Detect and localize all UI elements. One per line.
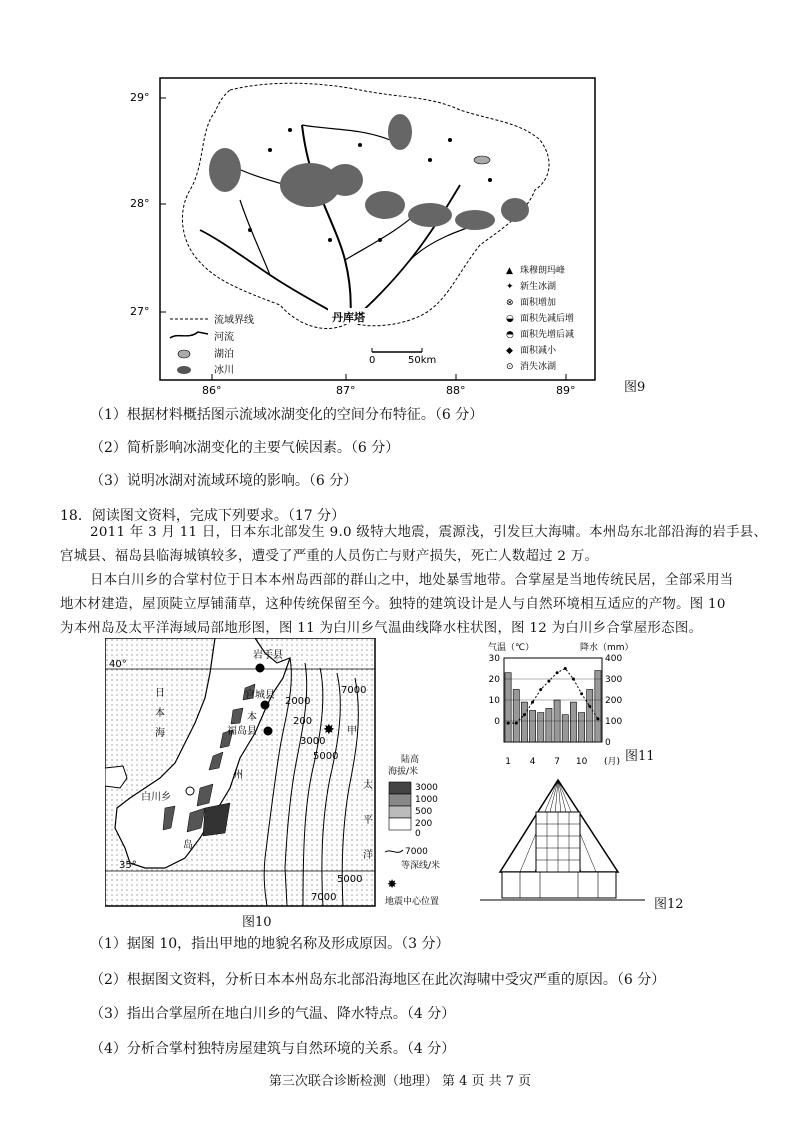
figure-10-label: 图10 bbox=[242, 915, 272, 930]
legend-1000: 1000 bbox=[415, 795, 438, 805]
precip-bar-8 bbox=[562, 715, 568, 742]
q18-2: （2）根据图文资料，分析日本本州岛东北部沿海地区在此次海啸中受灾严重的原因。（6 分） bbox=[90, 972, 666, 988]
depth-2000: 2000 bbox=[285, 696, 311, 707]
scale-dist: 50km bbox=[408, 355, 437, 366]
temp-point-8 bbox=[564, 667, 567, 670]
lon-88: 88° bbox=[446, 384, 466, 397]
depth-5000-top: 5000 bbox=[313, 751, 339, 762]
legend-sym-new: ✦ bbox=[506, 282, 514, 292]
temp-point-3 bbox=[523, 713, 526, 716]
legend-lake: 湖泊 bbox=[214, 349, 234, 360]
legend-sym-dec-inc: ◒ bbox=[506, 314, 514, 324]
temp-point-5 bbox=[539, 688, 542, 691]
legend-boundary: 流域界线 bbox=[214, 315, 254, 326]
legend-sym-decrease: ◆ bbox=[506, 346, 513, 356]
figure-9-map bbox=[130, 70, 670, 400]
figure-12 bbox=[480, 772, 650, 912]
legend-river: 河流 bbox=[214, 332, 234, 343]
ytick-precip-400: 400 bbox=[605, 654, 623, 664]
lat-40: 40° bbox=[109, 659, 127, 670]
temp-point-11 bbox=[588, 705, 591, 708]
ytick-precip-0: 0 bbox=[605, 738, 611, 748]
temp-point-6 bbox=[547, 680, 550, 683]
sea-char-2: 本 bbox=[155, 708, 165, 719]
precip-bar-2 bbox=[513, 690, 519, 743]
depth-7000-bottom: 7000 bbox=[311, 892, 337, 903]
legend-title-2: 海拔/米 bbox=[388, 767, 419, 777]
legend-everest: 珠穆朗玛峰 bbox=[520, 266, 566, 276]
depth-7000-top: 7000 bbox=[341, 685, 367, 696]
depth-200: 200 bbox=[293, 716, 313, 727]
temp-point-1 bbox=[507, 722, 510, 725]
legend-dec-inc: 面积先减后增 bbox=[520, 314, 575, 324]
legend-epicenter: 地震中心位置 bbox=[385, 897, 440, 907]
q17-2: （2）简析影响冰湖变化的主要气候因素。（6 分） bbox=[90, 440, 400, 456]
temp-point-10 bbox=[580, 692, 583, 695]
legend-increase: 面积增加 bbox=[520, 298, 557, 308]
q18-p2a: 日本白川乡的合掌村位于日本本州岛西部的群山之中，地处暴雪地带。合掌屋是当地传统民居，全部采用当 bbox=[90, 573, 734, 588]
place-miyagi: 宫城县 bbox=[245, 690, 275, 701]
figure-12-label: 图12 bbox=[654, 897, 684, 912]
jia-label: 甲 bbox=[347, 726, 357, 737]
island-char-3: 岛 bbox=[183, 840, 193, 851]
figure-9-label: 图9 bbox=[624, 380, 646, 395]
legend-contour-value: 7000 bbox=[405, 847, 428, 857]
precip-bar-12 bbox=[595, 671, 601, 742]
sea-char-1: 日 bbox=[155, 688, 165, 699]
precip-bar-9 bbox=[570, 702, 576, 742]
pacific-char-2: 平 bbox=[363, 815, 373, 826]
xtick-7: 7 bbox=[554, 757, 560, 767]
scale-zero: 0 bbox=[369, 355, 376, 366]
depth-3000: 3000 bbox=[300, 736, 326, 747]
place-shirakawa: 白川乡 bbox=[141, 792, 171, 803]
temp-point-2 bbox=[515, 722, 518, 725]
q18-p1a: 2011 年 3 月 11 日，日本东北部发生 9.0 级特大地震，震源浅，引发巨大海啸。本州岛东北部沿海的岩手县、 bbox=[90, 525, 768, 540]
ylabel-right: 降水（mm） bbox=[580, 643, 634, 653]
q18-header: 18．阅读图文资料，完成下列要求。（17 分） bbox=[60, 508, 346, 524]
ytick-temp-20: 20 bbox=[488, 675, 500, 685]
q17-3: （3）说明冰湖对流域环境的影响。（6 分） bbox=[90, 473, 358, 489]
lon-86: 86° bbox=[202, 384, 222, 397]
lon-89: 89° bbox=[556, 384, 576, 397]
lat-29: 29° bbox=[130, 91, 150, 104]
pacific-char-3: 洋 bbox=[363, 850, 373, 861]
precip-bar-3 bbox=[521, 702, 527, 742]
legend-sym-vanished: ⊙ bbox=[506, 362, 514, 372]
lat-27: 27° bbox=[130, 305, 150, 318]
legend-sym-increase: ⊗ bbox=[506, 298, 514, 308]
house-base bbox=[502, 872, 616, 898]
temp-point-12 bbox=[596, 717, 599, 720]
legend-sym-everest: ▲ bbox=[506, 266, 513, 276]
place-dankuta: 丹库塔 bbox=[332, 311, 365, 324]
legend-inc-dec: 面积先增后减 bbox=[520, 330, 575, 340]
island-char-2: 州 bbox=[233, 770, 243, 781]
ylabel-left: 气温（℃） bbox=[488, 643, 535, 653]
q18-3: （3）指出合掌屋所在地白川乡的气温、降水特点。（4 分） bbox=[90, 1006, 456, 1022]
ytick-temp-30: 30 bbox=[488, 654, 500, 664]
ytick-precip-200: 200 bbox=[605, 696, 623, 706]
place-fukushima: 福岛县 bbox=[227, 726, 257, 737]
xtick-1: 1 bbox=[505, 757, 511, 767]
figure-10 bbox=[105, 638, 455, 910]
figure-11 bbox=[480, 638, 640, 768]
temp-point-9 bbox=[572, 678, 575, 681]
figure-11-label: 图11 bbox=[625, 749, 655, 764]
q18-p2b: 地木材建造，屋顶陡立厚铺蒲草，这种传统保留至今。独特的建筑设计是人与自然环境相互适应的产物。图 10 bbox=[60, 597, 726, 612]
legend-contour-desc: 等深线/米 bbox=[401, 861, 441, 871]
temp-point-7 bbox=[556, 671, 559, 674]
legend-title-1: 陆高 bbox=[401, 755, 420, 765]
figure-9 bbox=[130, 70, 670, 400]
q18-p2c: 为本州岛及太平洋海域局部地形图，图 11 为白川乡气温曲线降水柱状图，图 12 为白川乡合掌屋形态图。 bbox=[60, 621, 703, 636]
sea-char-3: 海 bbox=[155, 728, 165, 739]
xtick-month-unit: (月) bbox=[604, 757, 621, 767]
ytick-precip-100: 100 bbox=[605, 717, 623, 727]
lon-87: 87° bbox=[336, 384, 356, 397]
legend-3000: 3000 bbox=[415, 783, 438, 793]
xtick-10: 10 bbox=[575, 757, 588, 767]
precip-bar-11 bbox=[587, 690, 593, 743]
legend-0: 0 bbox=[415, 829, 421, 839]
epicenter-mark: ✸ bbox=[323, 722, 335, 738]
precip-bar-1 bbox=[505, 673, 511, 742]
place-iwate: 岩手县 bbox=[253, 650, 283, 661]
lat-28: 28° bbox=[130, 197, 150, 210]
precip-bar-4 bbox=[530, 711, 536, 743]
lat-35: 35° bbox=[119, 860, 137, 871]
legend-new-lake: 新生冰湖 bbox=[520, 282, 557, 292]
legend-500: 500 bbox=[415, 807, 433, 817]
island-char-1: 本 bbox=[247, 712, 257, 723]
ytick-precip-300: 300 bbox=[605, 675, 623, 685]
q17-1: （1）根据材料概括图示流域冰湖变化的空间分布特征。（6 分） bbox=[90, 407, 484, 423]
legend-200: 200 bbox=[415, 819, 433, 829]
q18-p1b: 宫城县、福岛县临海城镇较多，遭受了严重的人员伤亡与财产损失，死亡人数超过 2 万。 bbox=[60, 549, 599, 564]
page-footer: 第三次联合诊断检测（地理） 第 4 页 共 7 页 bbox=[268, 1074, 532, 1089]
precip-bar-5 bbox=[538, 713, 544, 742]
legend-decrease: 面积减小 bbox=[520, 346, 557, 356]
xtick-4: 4 bbox=[529, 757, 536, 767]
legend-sym-inc-dec: ◓ bbox=[506, 330, 514, 340]
depth-5000-bottom: 5000 bbox=[337, 874, 363, 885]
pacific-char-1: 太 bbox=[363, 780, 373, 791]
temp-point-4 bbox=[531, 701, 534, 704]
legend-glacier: 冰川 bbox=[214, 365, 234, 376]
ytick-temp-10: 10 bbox=[488, 696, 500, 706]
precip-bar-6 bbox=[546, 708, 552, 742]
ytick-temp-0: 0 bbox=[494, 717, 500, 727]
precip-bar-10 bbox=[579, 713, 585, 742]
legend-epicenter-icon: ✸ bbox=[387, 877, 398, 891]
q18-4: （4）分析合掌村独特房屋建筑与自然环境的关系。（4 分） bbox=[90, 1041, 456, 1057]
legend-vanished: 消失冰湖 bbox=[520, 362, 557, 372]
q18-1: （1）据图 10，指出甲地的地貌名称及形成原因。（3 分） bbox=[90, 936, 450, 952]
